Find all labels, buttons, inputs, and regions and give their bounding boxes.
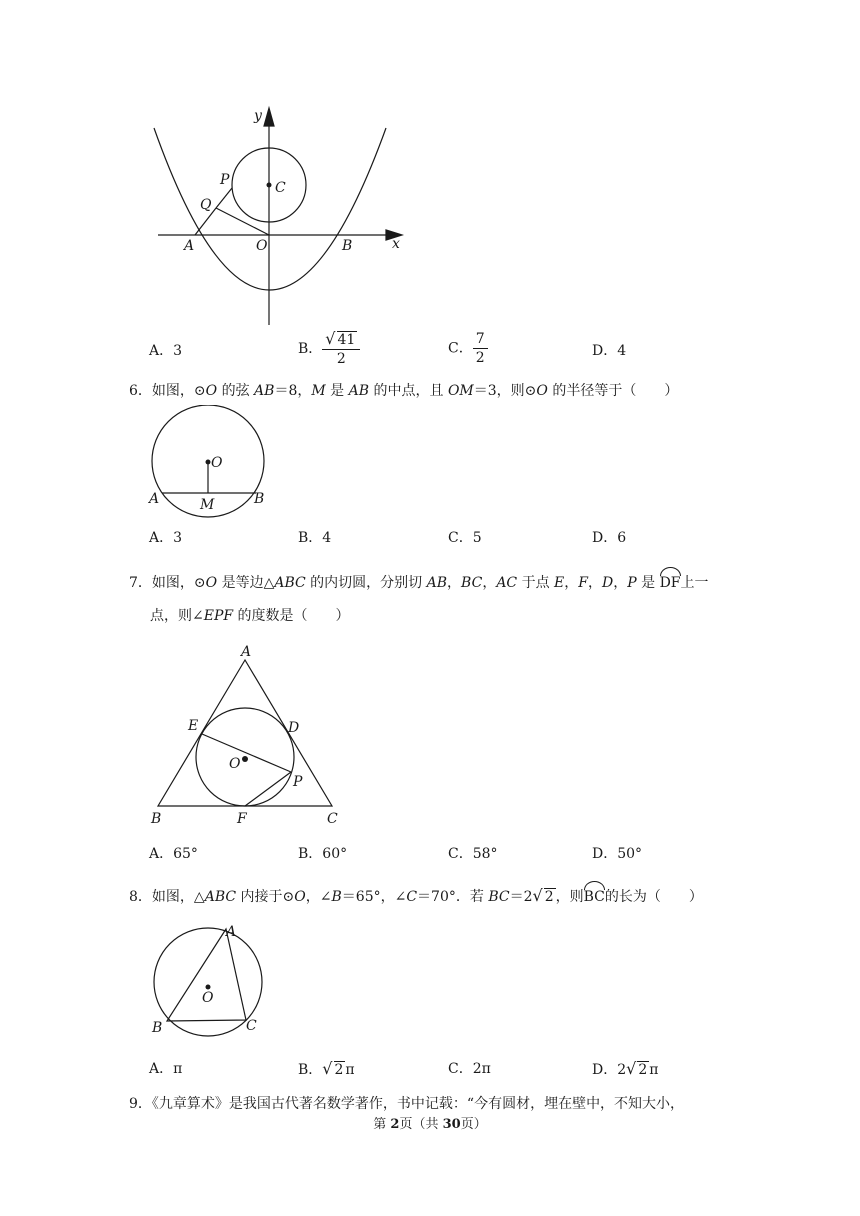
- q5-option-a[interactable]: A．3: [149, 343, 183, 359]
- label-o7: O: [229, 756, 241, 772]
- triangle-abc8: [167, 929, 246, 1021]
- parabola-curve: [154, 128, 386, 290]
- q6-option-d[interactable]: D．6: [592, 530, 627, 546]
- label-p7: P: [293, 774, 303, 790]
- arc-bc: BC: [584, 883, 605, 907]
- q7-stem-line1: 7．如图，⊙O 是等边△ABC 的内切圆，分别切 AB，BC，AC 于点 E，F，D，P 是 DF上一: [129, 569, 709, 593]
- q7-option-b[interactable]: B．60°: [298, 846, 348, 862]
- circle8-figure: [140, 920, 275, 1040]
- label-a8: A: [226, 924, 237, 940]
- label-y: y: [254, 108, 262, 124]
- q8-option-a[interactable]: A．π: [149, 1061, 183, 1077]
- label-o6: O: [211, 455, 223, 471]
- label-a: A: [184, 238, 195, 254]
- label-b6: B: [254, 491, 265, 507]
- segment-ep: [202, 734, 291, 772]
- q5-option-d[interactable]: D．4: [592, 343, 627, 359]
- triangle-abc: [158, 660, 332, 806]
- q9-stem: 9．《九章算术》是我国古代著名数学著作，书中记载：“今有圆材，埋在壁中，不知大小，: [129, 1096, 685, 1112]
- q6-option-b[interactable]: B．4: [298, 530, 332, 546]
- label-m6: M: [200, 497, 215, 513]
- label-b: B: [342, 238, 353, 254]
- segment-qp: [216, 188, 232, 208]
- q6-option-a[interactable]: A．3: [149, 530, 183, 546]
- q7-option-c[interactable]: C．58°: [448, 846, 498, 862]
- label-c: C: [275, 180, 286, 196]
- label-f7: F: [237, 811, 247, 827]
- triangle7-figure: [145, 640, 355, 830]
- y-axis-arrow: [264, 108, 274, 126]
- q7-option-d[interactable]: D．50°: [592, 846, 643, 862]
- q8-stem: 8．如图，△ABC 内接于⊙O，∠B＝65°，∠C＝70°．若 BC＝2√ 2 ，则BC的长为（ ）: [129, 883, 703, 907]
- q5-option-c[interactable]: C． $\frac{7}{2}$: [448, 330, 488, 367]
- q8-option-d[interactable]: D．2√ 2 π: [592, 1059, 659, 1078]
- label-p: P: [220, 172, 230, 188]
- arc-df: DF: [660, 569, 681, 593]
- q5-option-b[interactable]: B． $\frac{√ 41}{2}$: [298, 330, 360, 368]
- page-footer: 第 2页（共 30页）: [373, 1117, 487, 1132]
- q7-stem-line2: 点，则∠EPF 的度数是（ ）: [150, 608, 350, 624]
- q8-option-c[interactable]: C．2π: [448, 1061, 491, 1077]
- label-e7: E: [188, 718, 199, 734]
- label-b7: B: [151, 811, 162, 827]
- center-o7-dot: [242, 756, 248, 762]
- q8-option-b[interactable]: B．√ 2 π: [298, 1059, 355, 1078]
- label-x: x: [392, 236, 400, 252]
- label-c8: C: [246, 1018, 257, 1034]
- label-o: O: [256, 238, 268, 254]
- label-a6: A: [149, 491, 160, 507]
- label-b8: B: [152, 1020, 163, 1036]
- label-a7: A: [241, 644, 252, 660]
- q7-option-a[interactable]: A．65°: [149, 846, 198, 862]
- q6-stem: 6．如图，⊙O 的弦 AB＝8，M 是 AB 的中点，且 OM＝3，则⊙O 的半径等于（ ）: [129, 383, 679, 399]
- circle6-figure: [140, 405, 280, 520]
- center-o8-dot: [206, 985, 211, 990]
- q6-option-c[interactable]: C．5: [448, 530, 482, 546]
- label-c7: C: [327, 811, 338, 827]
- label-q: Q: [200, 197, 212, 213]
- label-o8: O: [202, 990, 214, 1006]
- center-c-dot: [267, 183, 272, 188]
- label-d7: D: [288, 720, 300, 736]
- center-o6-dot: [206, 460, 211, 465]
- parabola-figure: [140, 100, 420, 335]
